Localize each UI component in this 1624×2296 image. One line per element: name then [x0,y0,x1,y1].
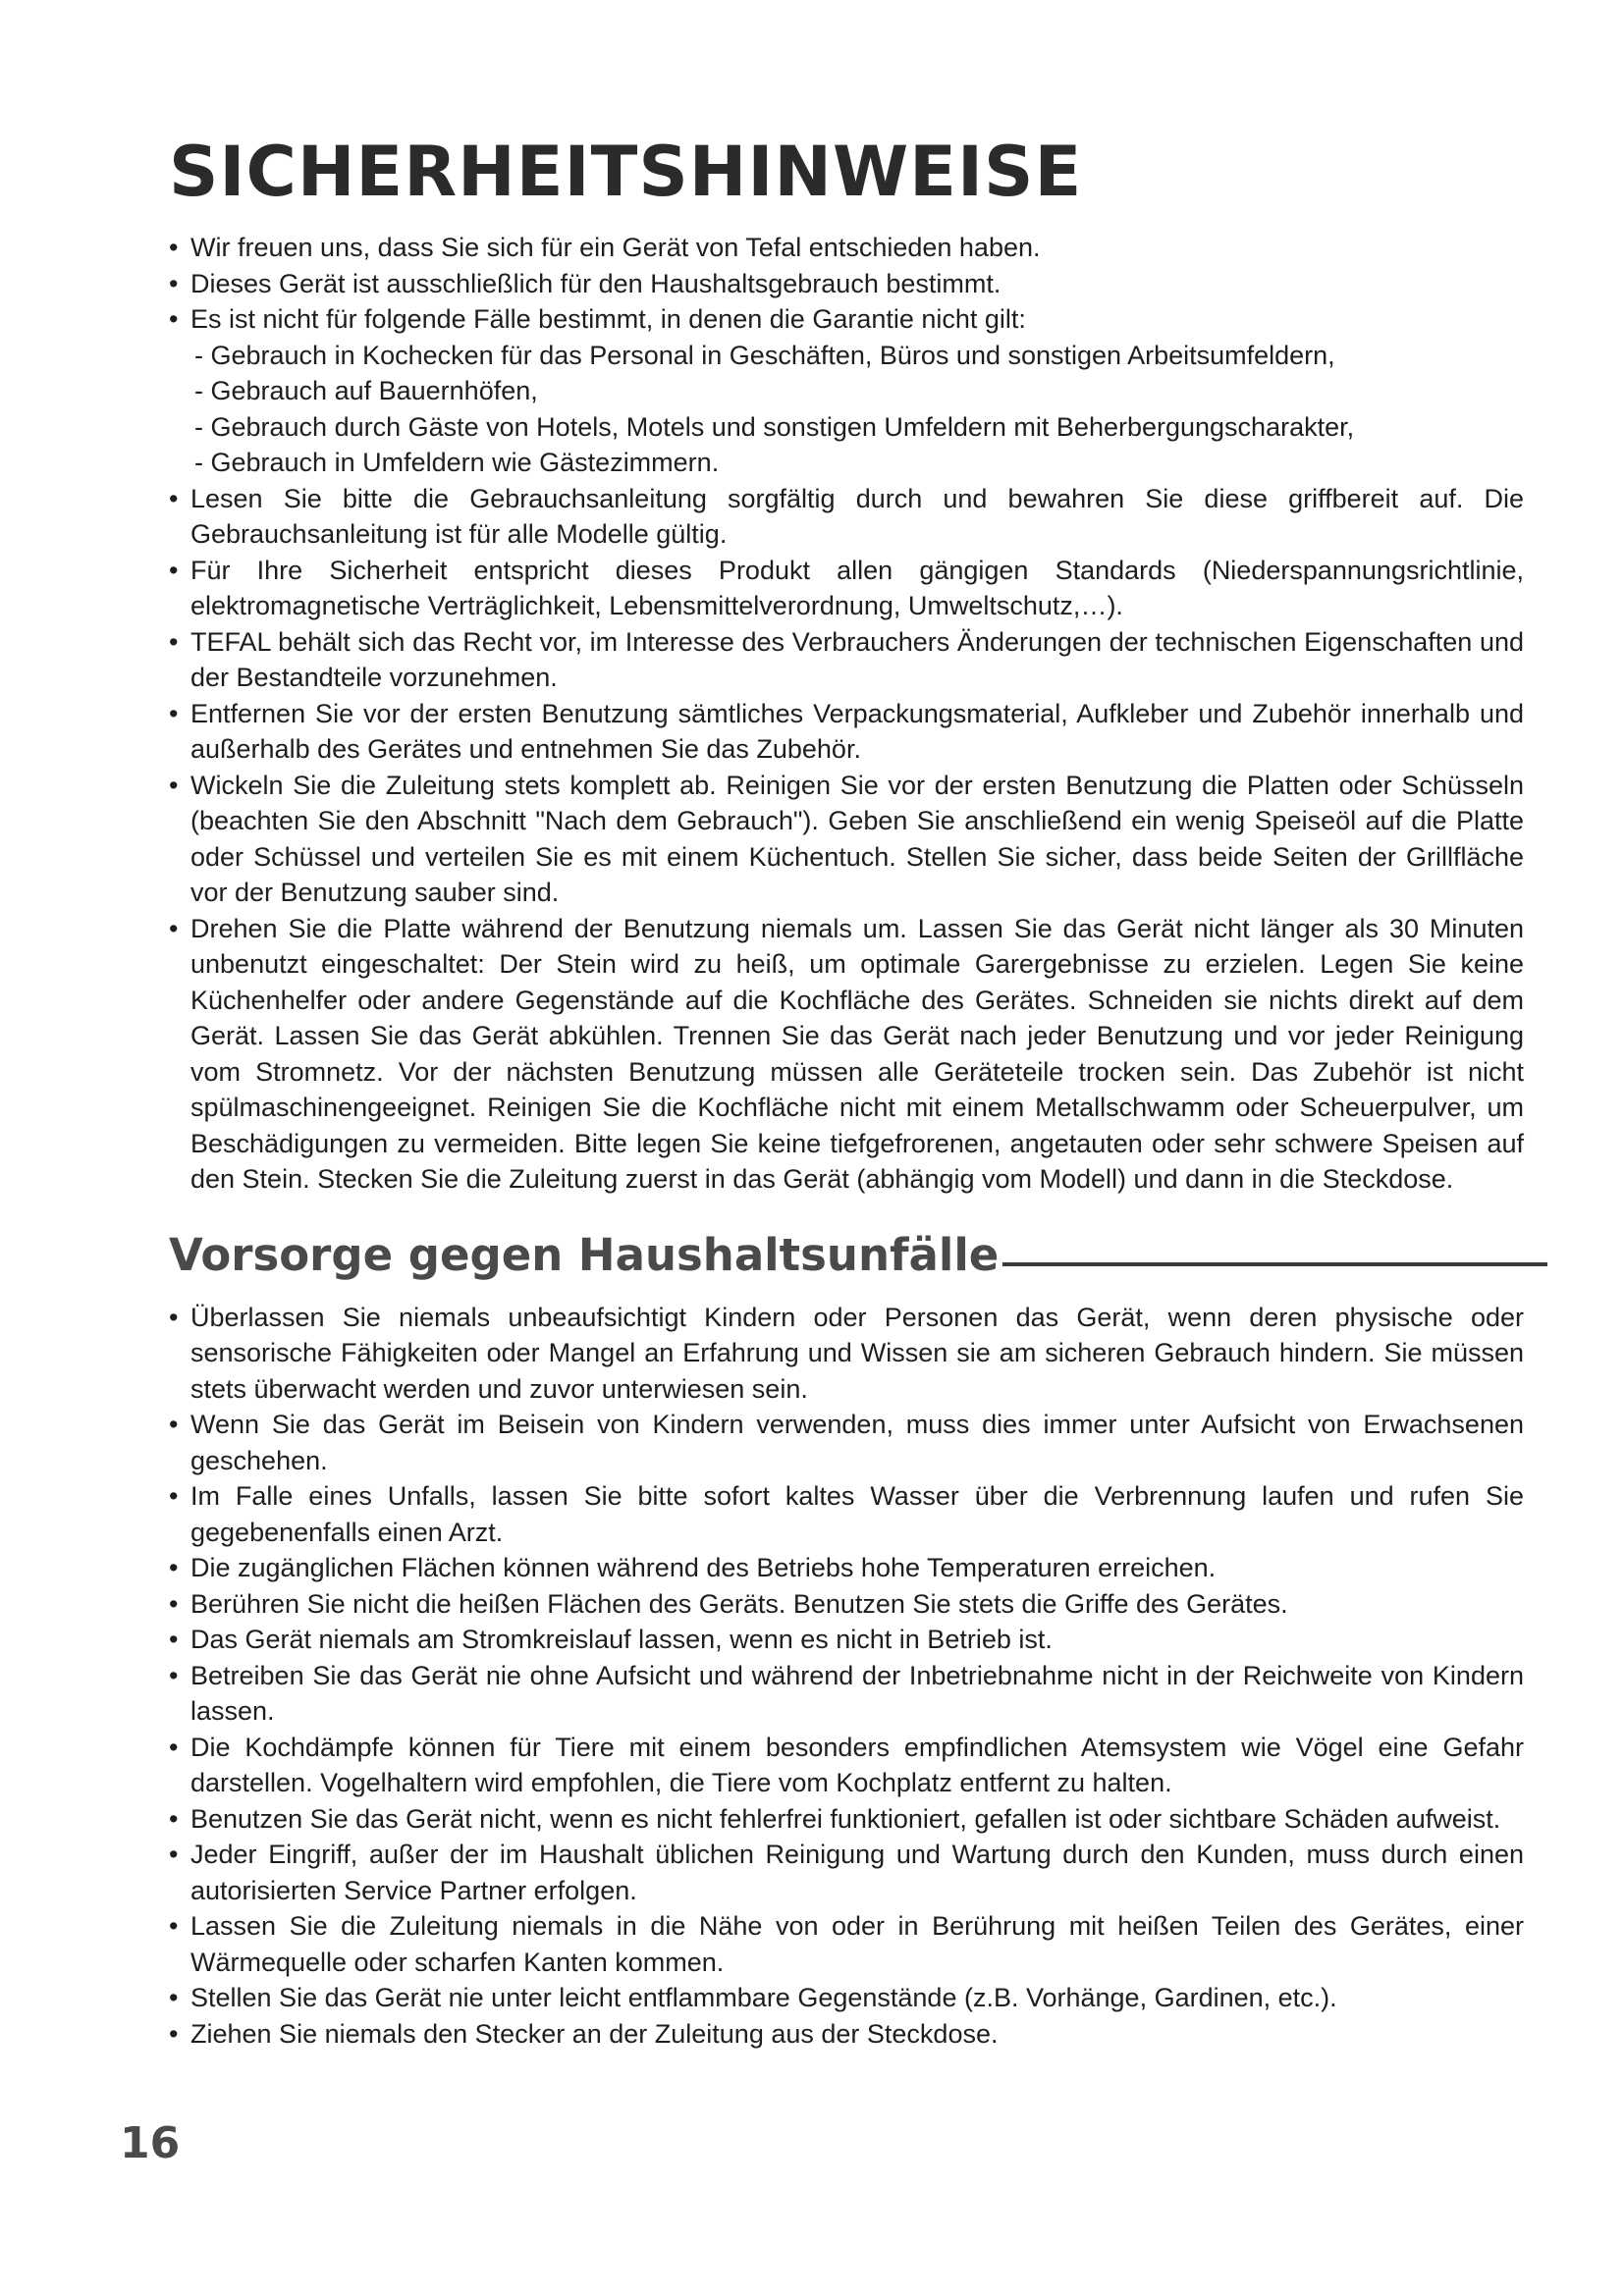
list-item: • Lassen Sie die Zuleitung niemals in die Nähe von oder in Berührung mit heißen Teilen des Gerätes, einer Wärmequelle oder scharfen Kanten kommen. [169,1908,1524,1980]
page-content [169,128,1524,2052]
list-item: • Im Falle eines Unfalls, lassen Sie bitte sofort kaltes Wasser über die Verbrennung laufen und rufen Sie gegebenenfalls einen Arzt. [169,1478,1524,1550]
list-item: • TEFAL behält sich das Recht vor, im Interesse des Verbrauchers Änderungen der technischen Eigenschaften und der Bestandteile vorzunehmen. [169,624,1524,696]
list-item-text: Es ist nicht für folgende Fälle bestimmt, in denen die Garantie nicht gilt: [190,304,1026,334]
list-item: • Für Ihre Sicherheit entspricht dieses Produkt allen gängigen Standards (Niederspannungsrichtlinie, elektromagnetische Verträglichkeit, Lebensmittelverordnung, Umweltschutz,…). [169,553,1524,624]
sub-list-item: - Gebrauch durch Gäste von Hotels, Motels und sonstigen Umfeldern mit Beherbergungscharakter, [194,409,1524,446]
sub-list-item: - Gebrauch in Umfeldern wie Gästezimmern. [194,445,1524,481]
section-title: Vorsorge gegen Haushaltsunfälle [169,1228,1000,1281]
accident-list [169,1300,1524,2053]
list-item: • Das Gerät niemals am Stromkreislauf lassen, wenn es nicht in Betrieb ist. [169,1622,1524,1658]
list-item: • Dieses Gerät ist ausschließlich für den Haushaltsgebrauch bestimmt. [169,266,1524,302]
list-item: • Ziehen Sie niemals den Stecker an der Zuleitung aus der Steckdose. [169,2016,1524,2053]
safety-list [169,230,1524,1198]
list-item: • Entfernen Sie vor der ersten Benutzung sämtliches Verpackungsmaterial, Aufkleber und Zubehör innerhalb und außerhalb des Gerätes und entnehmen Sie das Zubehör. [169,696,1524,768]
list-item: • Wickeln Sie die Zuleitung stets komplett ab. Reinigen Sie vor der ersten Benutzung die Platten oder Schüsseln (beachten Sie den Abschnitt "Nach dem Gebrauch"). Geben Sie anschließend ein wenig Speiseöl auf die Platte oder Schüssel und verteilen Sie es mit einem Küchentuch. Stellen Sie sicher, dass beide Seiten der Grillfläche vor der Benutzung sauber sind. [169,768,1524,911]
list-item: • Die Kochdämpfe können für Tiere mit einem besonders empfindlichen Atemsystem wie Vögel eine Gefahr darstellen. Vogelhaltern wird empfohlen, die Tiere vom Kochplatz entfernt zu halten. [169,1730,1524,1801]
list-item [169,301,1524,481]
page-number: 16 [120,2118,181,2168]
section-header [169,1221,1524,1290]
list-item: • Betreiben Sie das Gerät nie ohne Aufsicht und während der Inbetriebnahme nicht in der Reichweite von Kindern lassen. [169,1658,1524,1730]
exclusion-list [190,338,1524,481]
page-title: SICHERHEITSHINWEISE [169,132,1083,212]
list-item: • Stellen Sie das Gerät nie unter leicht entflammbare Gegenstände (z.B. Vorhänge, Gardinen, etc.). [169,1980,1524,2016]
section-divider [1002,1262,1547,1266]
list-item: • Drehen Sie die Platte während der Benutzung niemals um. Lassen Sie das Gerät nicht länger als 30 Minuten unbenutzt eingeschaltet: Der Stein wird zu heiß, um optimale Garergebnisse zu erzielen. Legen Sie keine Küchenhelfer oder andere Gegenstände auf die Kochfläche des Gerätes. Schneiden sie nichts direkt auf dem Gerät. Lassen Sie das Gerät abkühlen. Trennen Sie das Gerät nach jeder Benutzung und vor jeder Reinigung vom Stromnetz. Vor der nächsten Benutzung müssen alle Geräteteile trocken sein. Das Zubehör ist nicht spülmaschinengeeignet. Reinigen Sie die Kochfläche nicht mit einem Metallschwamm oder Scheuerpulver, um Beschädigungen zu vermeiden. Bitte legen Sie keine tiefgefrorenen, angetauten oder sehr schwere Speisen auf den Stein. Stecken Sie die Zuleitung zuerst in das Gerät (abhängig vom Modell) und dann in die Steckdose. [169,911,1524,1198]
list-item: • Wir freuen uns, dass Sie sich für ein Gerät von Tefal entschieden haben. [169,230,1524,266]
list-item: • Lesen Sie bitte die Gebrauchsanleitung sorgfältig durch und bewahren Sie diese griffbereit auf. Die Gebrauchsanleitung ist für alle Modelle gültig. [169,481,1524,553]
list-item: • Die zugänglichen Flächen können während des Betriebs hohe Temperaturen erreichen. [169,1550,1524,1586]
list-item: • Wenn Sie das Gerät im Beisein von Kindern verwenden, muss dies immer unter Aufsicht von Erwachsenen geschehen. [169,1407,1524,1478]
list-item: • Berühren Sie nicht die heißen Flächen des Geräts. Benutzen Sie stets die Griffe des Gerätes. [169,1586,1524,1623]
list-item: • Überlassen Sie niemals unbeaufsichtigt Kindern oder Personen das Gerät, wenn deren physische oder sensorische Fähigkeiten oder Mangel an Erfahrung und Wissen sie am sicheren Gebrauch hindern. Sie müssen stets überwacht werden und zuvor unterwiesen sein. [169,1300,1524,1408]
list-item: • Benutzen Sie das Gerät nicht, wenn es nicht fehlerfrei funktioniert, gefallen ist oder sichtbare Schäden aufweist. [169,1801,1524,1838]
list-item: • Jeder Eingriff, außer der im Haushalt üblichen Reinigung und Wartung durch den Kunden, muss durch einen autorisierten Service Partner erfolgen. [169,1837,1524,1908]
sub-list-item: - Gebrauch in Kochecken für das Personal in Geschäften, Büros und sonstigen Arbeitsumfeldern, [194,338,1524,374]
sub-list-item: - Gebrauch auf Bauernhöfen, [194,373,1524,409]
